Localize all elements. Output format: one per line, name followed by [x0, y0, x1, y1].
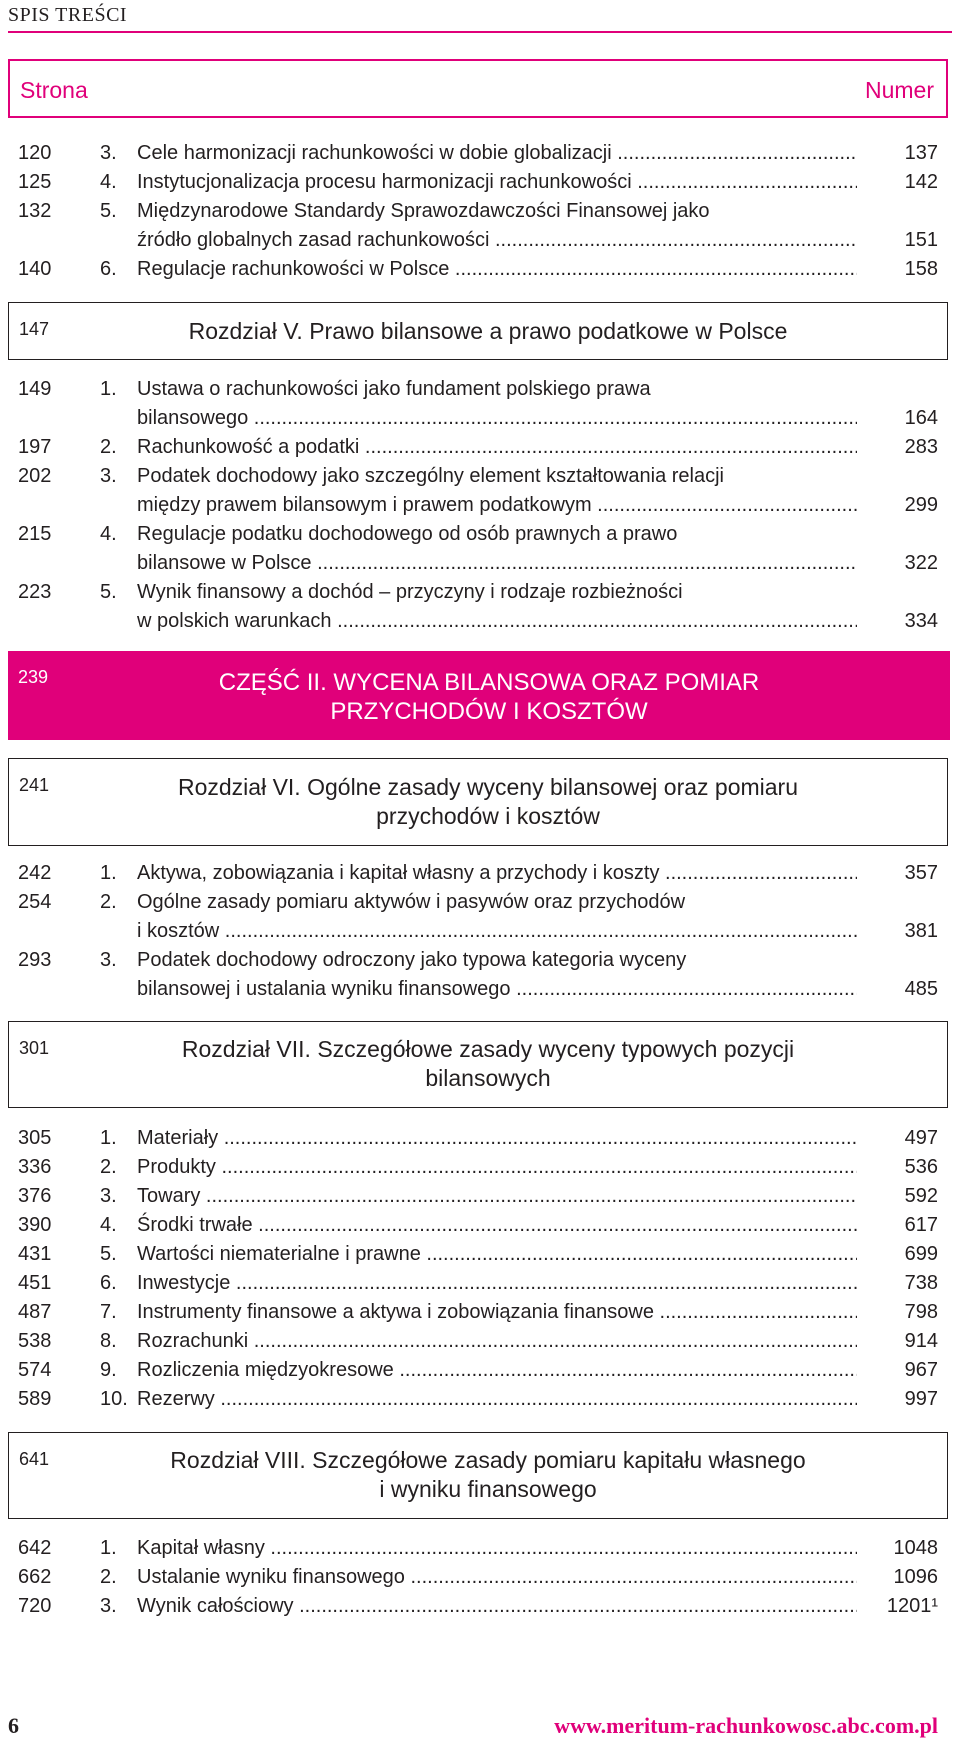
entry-title-text: Ogólne zasady pomiaru aktywów i pasywów oraz przychodów: [137, 891, 686, 913]
toc-entry: [0, 197, 960, 226]
toc-entry: [0, 491, 960, 520]
entry-title-text: Podatek dochodowy jako szczególny element kształtowania relacji: [137, 465, 724, 487]
top-rule: [8, 31, 952, 33]
entry-title-text: i kosztów: [137, 920, 220, 942]
entry-title-text: Rozrachunki: [137, 1330, 249, 1352]
entry-page: 140: [18, 258, 52, 280]
entry-title: [137, 1534, 857, 1563]
toc-entry: [0, 607, 960, 636]
entry-number: 4.: [100, 1214, 117, 1236]
part-title-line: PRZYCHODÓW I KOSZTÓW: [330, 698, 648, 725]
toc-entry: [0, 255, 960, 284]
entry-value: 738: [904, 1272, 938, 1294]
entry-title-text: Wartości niematerialne i prawne: [137, 1243, 421, 1265]
chapter-title-line: Rozdział VIII. Szczegółowe zasady pomiaru kapitału własnego: [170, 1447, 806, 1473]
entry-title: [137, 1211, 857, 1240]
chapter-title-line: bilansowych: [425, 1065, 551, 1091]
chapter-title-line: Rozdział VII. Szczegółowe zasady wyceny typowych pozycji: [181, 1036, 795, 1062]
entry-number: 1.: [100, 1537, 117, 1559]
entry-page: 589: [18, 1388, 52, 1410]
toc-entry: [0, 946, 960, 975]
entry-title: [137, 491, 857, 520]
header-number-label: Numer: [864, 77, 934, 103]
entry-title-text: Ustalanie wyniku finansowego: [137, 1566, 405, 1588]
entry-title-text: Regulacje rachunkowości w Polsce: [137, 258, 450, 280]
toc-entry: [0, 1182, 960, 1211]
entry-page: 390: [18, 1214, 52, 1236]
entry-number: 5.: [100, 581, 117, 603]
entry-number: 3.: [100, 1185, 117, 1207]
entry-title: [137, 859, 857, 888]
entry-title: [137, 946, 857, 975]
entry-value: 158: [904, 258, 938, 280]
chapter-title: [69, 773, 907, 831]
entry-page: 336: [18, 1156, 52, 1178]
footer-url: www.meritum-rachunkowosc.abc.com.pl: [554, 1713, 938, 1738]
entry-title: [137, 578, 857, 607]
entry-number: 6.: [100, 258, 117, 280]
toc-entry: [0, 1563, 960, 1592]
entry-title: [137, 255, 857, 284]
entry-number: 1.: [100, 862, 117, 884]
entry-title-text: Kapitał własny: [137, 1537, 265, 1559]
entry-title-text: Cele harmonizacji rachunkowości w dobie globalizacji: [137, 142, 612, 164]
entry-title-text: bilansowego: [137, 407, 249, 429]
entry-title: [137, 1269, 857, 1298]
entry-title-text: Rachunkowość a podatki: [137, 436, 360, 458]
chapter-page: 147: [19, 319, 50, 339]
entry-page: 215: [18, 523, 52, 545]
entry-page: 197: [18, 436, 52, 458]
entry-number: 2.: [100, 1156, 117, 1178]
entry-title-text: Materiały: [137, 1127, 219, 1149]
chapter-title-line: Rozdział VI. Ogólne zasady wyceny bilansowej oraz pomiaru: [177, 774, 799, 800]
entry-title-text: Instrumenty finansowe a aktywa i zobowiązania finansowe: [137, 1301, 654, 1323]
entry-title: [137, 168, 857, 197]
entry-value: 592: [904, 1185, 938, 1207]
toc-entry: [0, 139, 960, 168]
chapter-page: 301: [19, 1038, 50, 1058]
entry-number: 1.: [100, 378, 117, 400]
entry-value: 485: [904, 978, 938, 1000]
entry-title-text: Regulacje podatku dochodowego od osób prawnych a prawo: [137, 523, 678, 545]
entry-title: [137, 1124, 857, 1153]
entry-page: 254: [18, 891, 52, 913]
chapter-title: [69, 1035, 907, 1093]
entry-number: 8.: [100, 1330, 117, 1352]
toc-entry: [0, 520, 960, 549]
entry-number: 1.: [100, 1127, 117, 1149]
chapter-page: 241: [19, 775, 50, 795]
entry-title: [137, 375, 857, 404]
entry-title: [137, 462, 857, 491]
part-heading: [8, 651, 950, 740]
entry-page: 431: [18, 1243, 52, 1265]
chapter-heading: [8, 758, 948, 846]
entry-page: 451: [18, 1272, 52, 1294]
entry-title-text: Wynik finansowy a dochód – przyczyny i rodzaje rozbieżności: [137, 581, 683, 603]
entry-value: 283: [904, 436, 938, 458]
toc-entry: [0, 404, 960, 433]
toc-entry: [0, 462, 960, 491]
entry-page: 487: [18, 1301, 52, 1323]
entry-page: 293: [18, 949, 52, 971]
entry-number: 4.: [100, 523, 117, 545]
entry-page: 120: [18, 142, 52, 164]
toc-entry: [0, 1269, 960, 1298]
toc-entry: [0, 1124, 960, 1153]
toc-entry: [0, 1327, 960, 1356]
entry-number: 9.: [100, 1359, 117, 1381]
entry-page: 149: [18, 378, 52, 400]
entry-value: 699: [904, 1243, 938, 1265]
entry-title-text: Produkty: [137, 1156, 216, 1178]
entry-title-text: bilansowe w Polsce: [137, 552, 312, 574]
entry-value: 914: [904, 1330, 938, 1352]
toc-entry: [0, 975, 960, 1004]
entry-title: [137, 549, 857, 578]
entry-number: 3.: [100, 142, 117, 164]
entry-number: 4.: [100, 171, 117, 193]
entry-title: [137, 1385, 857, 1414]
entry-title-text: Międzynarodowe Standardy Sprawozdawczości Finansowej jako: [137, 200, 710, 222]
entry-title-text: w polskich warunkach: [137, 610, 332, 632]
entry-page: 202: [18, 465, 52, 487]
entry-title: [137, 226, 857, 255]
entry-value: 322: [904, 552, 938, 574]
toc-entry: [0, 433, 960, 462]
entry-value: 151: [904, 229, 938, 251]
page-label: SPIS TREŚCI: [8, 4, 128, 26]
entry-title: [137, 433, 857, 462]
entry-title-text: Instytucjonalizacja procesu harmonizacji rachunkowości: [137, 171, 632, 193]
toc-entry: [0, 917, 960, 946]
entry-page: 720: [18, 1595, 52, 1617]
entry-page: 125: [18, 171, 52, 193]
toc-entry: [0, 1153, 960, 1182]
toc-entry: [0, 1385, 960, 1414]
entry-value: 997: [904, 1388, 938, 1410]
toc-entry: [0, 1592, 960, 1621]
entry-title: [137, 1240, 857, 1269]
entry-title-text: Aktywa, zobowiązania i kapitał własny a przychody i koszty: [137, 862, 660, 884]
header-page-label: Strona: [20, 77, 88, 103]
entry-title-text: bilansowej i ustalania wyniku finansowego: [137, 978, 511, 1000]
toc-entry: [0, 859, 960, 888]
entry-number: 3.: [100, 949, 117, 971]
toc-entry: [0, 168, 960, 197]
entry-title: [137, 1327, 857, 1356]
entry-title-text: Towary: [137, 1185, 201, 1207]
toc-entry: [0, 1240, 960, 1269]
entry-value: 142: [904, 171, 938, 193]
entry-page: 305: [18, 1127, 52, 1149]
entry-number: 7.: [100, 1301, 117, 1323]
entry-title: [137, 1298, 857, 1327]
entry-title: [137, 917, 857, 946]
toc-entry: [0, 1534, 960, 1563]
entry-value: 497: [904, 1127, 938, 1149]
entry-page: 538: [18, 1330, 52, 1352]
entry-page: 574: [18, 1359, 52, 1381]
entry-value: 137: [904, 142, 938, 164]
toc-entry: [0, 375, 960, 404]
part-title: [68, 668, 910, 726]
entry-page: 642: [18, 1537, 52, 1559]
toc-entry: [0, 1298, 960, 1327]
chapter-title-line: przychodów i kosztów: [376, 803, 600, 829]
chapter-heading: [8, 1432, 948, 1519]
toc-entry: [0, 578, 960, 607]
entry-title: [137, 404, 857, 433]
chapter-title: Rozdział V. Prawo bilansowe a prawo podatkowe w Polsce: [188, 318, 788, 344]
toc-entry: [0, 226, 960, 255]
part-title-line: CZĘŚĆ II. WYCENA BILANSOWA ORAZ POMIAR: [218, 669, 760, 696]
entry-number: 2.: [100, 436, 117, 458]
entry-title: [137, 975, 857, 1004]
entry-page: 376: [18, 1185, 52, 1207]
entry-number: 3.: [100, 1595, 117, 1617]
chapter-heading: [8, 1021, 948, 1108]
entry-title-text: Rezerwy: [137, 1388, 215, 1410]
entry-title: [137, 1563, 857, 1592]
toc-entry: [0, 549, 960, 578]
entry-title: [137, 888, 857, 917]
entry-title-text: Ustawa o rachunkowości jako fundament polskiego prawa: [137, 378, 651, 400]
entry-title-text: Rozliczenia międzyokresowe: [137, 1359, 394, 1381]
part-page: 239: [18, 667, 49, 687]
entry-title-text: Środki trwałe: [137, 1214, 253, 1236]
entry-page: 223: [18, 581, 52, 603]
footer-page-number: 6: [8, 1713, 19, 1738]
entry-title-text: Wynik całościowy: [137, 1595, 294, 1617]
entry-value: 536: [904, 1156, 938, 1178]
entry-value: 299: [904, 494, 938, 516]
chapter-title: [69, 1446, 907, 1504]
entry-page: 242: [18, 862, 52, 884]
entry-value: 334: [904, 610, 938, 632]
entry-title-text: między prawem bilansowym i prawem podatkowym: [137, 494, 592, 516]
entry-number: 2.: [100, 891, 117, 913]
entry-page: 132: [18, 200, 52, 222]
entry-title: [137, 520, 857, 549]
chapter-page: 641: [19, 1449, 50, 1469]
entry-value: 164: [904, 407, 938, 429]
entry-value: 357: [904, 862, 938, 884]
column-header: [8, 59, 948, 118]
entry-title-text: Podatek dochodowy odroczony jako typowa kategoria wyceny: [137, 949, 687, 971]
entry-number: 10.: [100, 1388, 128, 1410]
entry-title: [137, 1182, 857, 1211]
entry-title: [137, 197, 857, 226]
entry-number: 6.: [100, 1272, 117, 1294]
entry-value: 967: [904, 1359, 938, 1381]
toc-entry: [0, 888, 960, 917]
entry-number: 5.: [100, 200, 117, 222]
entry-title: [137, 1356, 857, 1385]
toc-entry: [0, 1356, 960, 1385]
entry-number: 2.: [100, 1566, 117, 1588]
entry-title: [137, 139, 857, 168]
entry-value: 1048: [893, 1537, 938, 1559]
entry-value: 381: [904, 920, 938, 942]
entry-number: 5.: [100, 1243, 117, 1265]
chapter-heading: [8, 302, 948, 360]
entry-page: 662: [18, 1566, 52, 1588]
entry-value: 617: [904, 1214, 938, 1236]
entry-value: 1096: [893, 1566, 938, 1588]
entry-value: 798: [904, 1301, 938, 1323]
entry-title-text: źródło globalnych zasad rachunkowości: [137, 229, 490, 251]
entry-title: [137, 607, 857, 636]
entry-title: [137, 1153, 857, 1182]
entry-title: [137, 1592, 857, 1621]
entry-value: 1201¹: [886, 1595, 938, 1617]
toc-entry: [0, 1211, 960, 1240]
chapter-title-line: i wyniku finansowego: [379, 1476, 597, 1502]
entry-title-text: Inwestycje: [137, 1272, 231, 1294]
entry-number: 3.: [100, 465, 117, 487]
